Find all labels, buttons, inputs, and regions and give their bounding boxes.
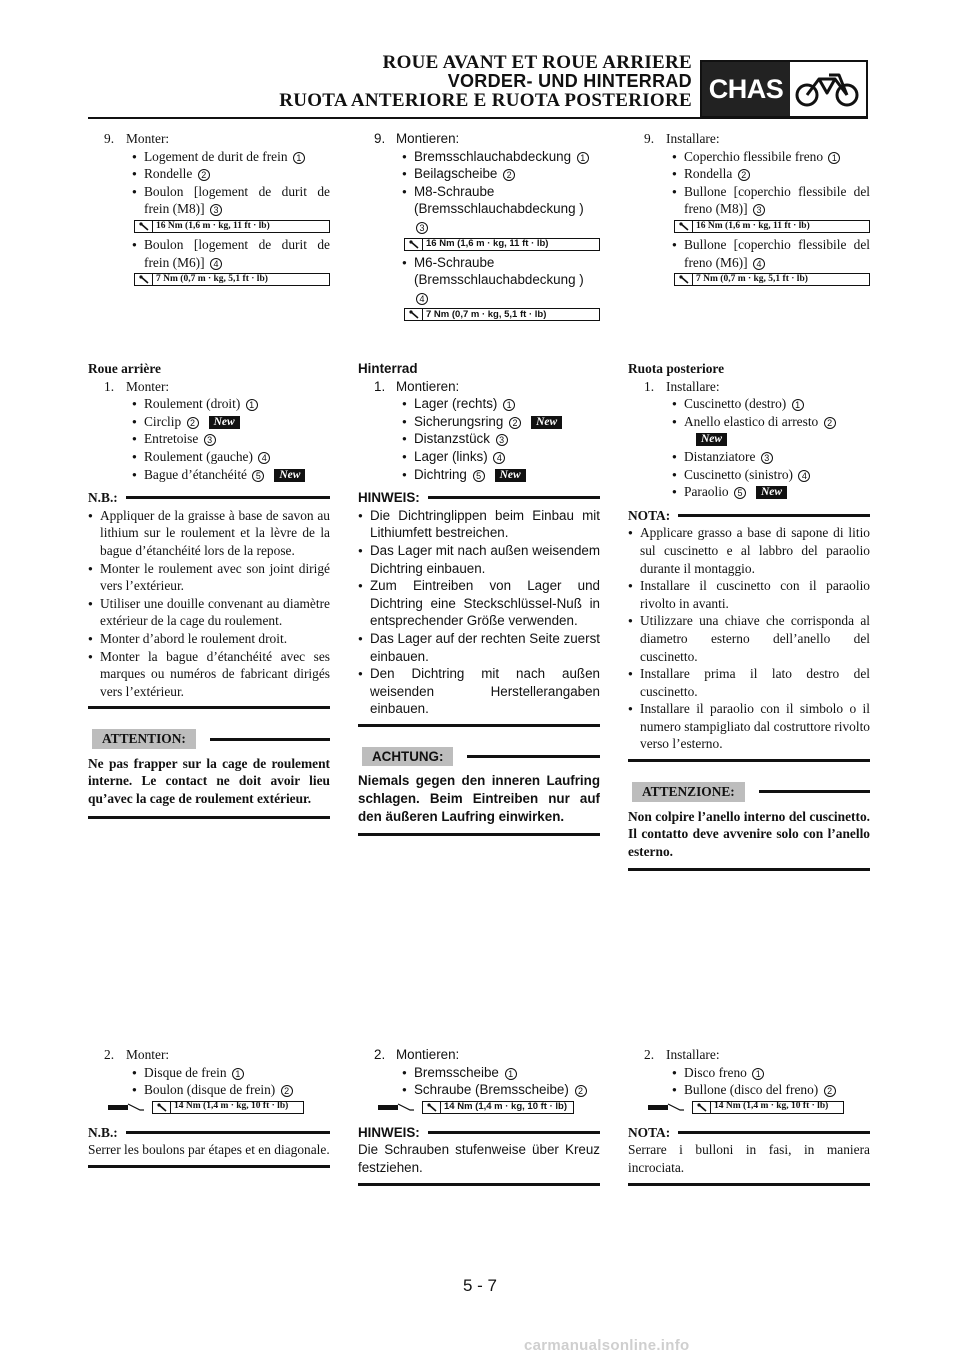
note-item: ● Installare prima il lato destro del cuscinetto. xyxy=(628,665,870,700)
caution-text: Niemals gegen den inneren Laufring schlagen. Beim Eintreiben nur auf den äußeren Laufring einwirken. xyxy=(358,773,600,824)
wrench-icon xyxy=(405,309,423,320)
section-badge xyxy=(700,60,868,118)
list-item: ● Dichtring 5 New xyxy=(358,466,600,484)
torque-spec: 16 Nm (1,6 m · kg, 11 ft · lb) xyxy=(358,238,600,251)
it-rear-wheel: Ruota posteriore 1. Installare: ● Cuscinetto (destro) 1 ● Anello elastico di arresto 2 New ● Distanziatore 3 ● Cuscinetto (sinistro) 4 ● Paraolio 5 New NOTA: ● Applicare grasso a base di sapone di litio sul cuscinetto e al labbro del paraolio durante il montaggio. ● Installare il cuscinetto con il paraolio rivolto in avanti. ● Utilizzare una chiave che corrisponda al diametro esterno dell’anello del cuscinetto. ● Installare prima il lato destro del cuscinetto. ● Installare il paraolio con il simbolo o il numero stampigliato dal costruttore rivolto verso l’esterno. ATTENZIONE: Non colpire l’anello interno del cuscinetto. Il contatto deve avvenire solo con l’anello esterno. xyxy=(628,360,870,871)
wrench-icon xyxy=(153,1102,171,1113)
note-header: NOTA: xyxy=(628,1124,870,1142)
torque-spec: 14 Nm (1,4 m · kg, 10 ft · lb) xyxy=(628,1101,870,1114)
list-item: ● Anello elastico di arresto 2 New xyxy=(628,413,870,448)
caution-header: ACHTUNG: xyxy=(358,747,600,767)
note-item: ● Appliquer de la graisse à base de savon au lithium sur le roulement et la lèvre de la bague d’étanchéité lors de la repose. xyxy=(88,507,330,560)
torque-spec: 7 Nm (0,7 m · kg, 5,1 ft · lb) xyxy=(628,273,870,286)
section-code: CHAS xyxy=(702,62,790,116)
note-item: ● Utilizzare una chiave che corrisponda al diametro esterno dell’anello del cuscinetto. xyxy=(628,612,870,665)
list-item: ● Bullone [coperchio flessibile del freno (M8)] 3 xyxy=(628,183,870,218)
torque-spec: 14 Nm (1,4 m · kg, 10 ft · lb) xyxy=(358,1101,600,1114)
fr-step9 xyxy=(88,130,330,289)
note-item: ● Utiliser une douille convenant au diamètre extérieur de la cage du roulement. xyxy=(88,595,330,630)
list-item: ● Bullone (disco del freno) 2 xyxy=(628,1081,870,1099)
list-item: ● Circlip 2 New xyxy=(88,413,330,431)
note-item: ● Installare il paraolio con il simbolo o il numero stampigliato dal costruttore rivolto verso l’esterno. xyxy=(628,700,870,753)
note-header: N.B.: xyxy=(88,489,330,507)
list-item: ● Beilagscheibe 2 xyxy=(358,165,600,183)
caution-header: ATTENTION: xyxy=(88,729,330,749)
list-item: ● Boulon [logement de durit de frein (M6)] 4 xyxy=(88,236,330,271)
list-item: ● Roulement (gauche) 4 xyxy=(88,448,330,466)
locktite-icon xyxy=(106,1102,146,1113)
list-item: ● Entretoise 3 xyxy=(88,430,330,448)
caution-header: ATTENZIONE: xyxy=(628,782,870,802)
list-item: ● Distanziatore 3 xyxy=(628,448,870,466)
torque-spec: 7 Nm (0,7 m · kg, 5,1 ft · lb) xyxy=(358,308,600,321)
wrench-icon xyxy=(693,1102,711,1113)
torque-spec: 7 Nm (0,7 m · kg, 5,1 ft · lb) xyxy=(88,273,330,286)
header-rule xyxy=(88,117,868,119)
wrench-icon xyxy=(135,274,153,285)
torque-spec: 16 Nm (1,6 m · kg, 11 ft · lb) xyxy=(88,220,330,233)
torque-spec: 16 Nm (1,6 m · kg, 11 ft · lb) xyxy=(628,220,870,233)
de-rear-wheel: Hinterrad 1. Montieren: ● Lager (rechts) 1 ● Sicherungsring 2 New ● Distanzstück 3 ● Lager (links) 4 ● Dichtring 5 New HINWEIS: ● Die Dichtringlippen beim Einbau mit Lithiumfett bestreichen. ● Das Lager mit nach außen weisendem Dichtring einbauen. ● Zum Eintreiben von Lager und Dichtring eine Steckschlüssel-Nuß in entsprechender Größe verwenden. ● Das Lager auf der rechten Seite zuerst einbauen. ● Den Dichtring mit nach außen weisenden Herstellerangaben einbauen. ACHTUNG: Niemals gegen den inneren Laufring schlagen. Beim Eintreiben nur auf den äußeren Laufring einwirken. xyxy=(358,360,600,836)
fr-step2: 2. Monter: ● Disque de frein 1 ● Boulon (disque de frein) 2 14 Nm (1,4 m · kg, 10 ft · lb) N.B.: Serrer les boulons par étapes et en diagonale. xyxy=(88,1046,330,1168)
caution-text: Non colpire l’anello interno del cuscinetto. Il contatto deve avvenire solo con l’anello esterno. xyxy=(628,808,870,859)
list-item: ● Bremsscheibe 1 xyxy=(358,1064,600,1082)
note-header: NOTA: xyxy=(628,507,870,525)
note-text: Serrare i bulloni in fasi, in maniera incrociata. xyxy=(628,1142,870,1175)
list-item: ● Paraolio 5 New xyxy=(628,483,870,501)
note-header: N.B.: xyxy=(88,1124,330,1142)
torque-spec: 14 Nm (1,4 m · kg, 10 ft · lb) xyxy=(88,1101,330,1114)
list-item: ● Lager (rechts) 1 xyxy=(358,395,600,413)
note-item: ● Das Lager auf der rechten Seite zuerst einbauen. xyxy=(358,630,600,665)
fr-rear-wheel: Roue arrière 1. Monter: ● Roulement (droit) 1 ● Circlip 2 New ● Entretoise 3 ● Roulement (gauche) 4 ● Bague d’étanchéité 5 New N.B.: ● Appliquer de la graisse à base de savon au lithium sur le roulement et la lèvre de la bague d’étanchéité lors de la repose. ● Monter le roulement avec son joint dirigé vers l’extérieur. ● Utiliser une douille convenant au diamètre extérieur de la cage du roulement. ● Monter d’abord le roulement droit. ● Monter la bague d’étanchéité avec ses marques ou numéros de fabricant dirigés vers l’extérieur. ATTENTION: Ne pas frapper sur la cage de roulement interne. Le contact ne doit avoir lieu qu’avec la cage de roulement extérieur. xyxy=(88,360,330,819)
list-item: ● Bague d’étanchéité 5 New xyxy=(88,466,330,484)
list-item: ● Disque de frein 1 xyxy=(88,1064,330,1082)
header-title-it: RUOTA ANTERIORE E RUOTA POSTERIORE xyxy=(279,90,692,111)
note-text: Die Schrauben stufenweise über Kreuz festziehen. xyxy=(358,1142,600,1175)
wrench-icon xyxy=(675,221,693,232)
header-title-de: VORDER- UND HINTERRAD xyxy=(447,71,692,91)
note-item: ● Zum Eintreiben von Lager und Dichtring eine Steckschlüssel-Nuß in entsprechender Größe verwenden. xyxy=(358,577,600,630)
list-item: ● M8-Schraube (Bremsschlauchabdeckung ) 3 xyxy=(358,183,600,236)
step-title: Monter: xyxy=(126,131,170,146)
caution-text: Ne pas frapper sur la cage de roulement interne. Le contact ne doit avoir lieu qu’avec la cage de roulement extérieur. xyxy=(88,755,330,807)
de-step9: 9. Montieren: ● Bremsschlauchabdeckung 1 ● Beilagscheibe 2 ● M8-Schraube (Bremsschlauchabdeckung ) 3 16 Nm (1,6 m · kg, 11 ft · lb) ● M6-Schraube (Bremsschlauchabdeckung ) 4 7 Nm (0,7 m · kg, 5,1 ft · lb) xyxy=(358,130,600,324)
new-badge: New xyxy=(531,416,562,429)
new-badge: New xyxy=(495,469,526,482)
note-text: Serrer les boulons par étapes et en diagonale. xyxy=(88,1142,330,1158)
locktite-icon xyxy=(646,1102,686,1113)
new-badge: New xyxy=(209,416,240,429)
list-item: ● Distanzstück 3 xyxy=(358,430,600,448)
step-number: 9. xyxy=(104,131,115,146)
list-item: ● Rondella 2 xyxy=(628,165,870,183)
new-badge: New xyxy=(274,469,305,482)
list-item: ● Bremsschlauchabdeckung 1 xyxy=(358,148,600,166)
list-item: ● Lager (links) 4 xyxy=(358,448,600,466)
list-item: ● Cuscinetto (destro) 1 xyxy=(628,395,870,413)
list-item: ● Coperchio flessibile freno 1 xyxy=(628,148,870,166)
new-badge: New xyxy=(696,433,727,446)
wrench-icon xyxy=(423,1102,441,1113)
list-item: ● Boulon [logement de durit de frein (M8)] 3 xyxy=(88,183,330,218)
list-item: ● Logement de durit de frein 1 xyxy=(88,148,330,166)
list-item: ● Boulon (disque de frein) 2 xyxy=(88,1081,330,1099)
it-step9: 9. Installare: ● Coperchio flessibile freno 1 ● Rondella 2 ● Bullone [coperchio flessibile del freno (M8)] 3 16 Nm (1,6 m · kg, 11 ft · lb) ● Bullone [coperchio flessibile del freno (M6)] 4 7 Nm (0,7 m · kg, 5,1 ft · lb) xyxy=(628,130,870,289)
list-item: ● Roulement (droit) 1 xyxy=(88,395,330,413)
note-item: ● Monter la bague d’étanchéité avec ses marques ou numéros de fabricant dirigés vers l’extérieur. xyxy=(88,648,330,701)
note-item: ● Installare il cuscinetto con il paraolio rivolto in avanti. xyxy=(628,577,870,612)
list-item: ● M6-Schraube (Bremsschlauchabdeckung ) 4 xyxy=(358,254,600,307)
note-header: HINWEIS: xyxy=(358,1124,600,1142)
page-number: 5 - 7 xyxy=(462,1276,498,1295)
wrench-icon xyxy=(405,239,423,250)
list-item: ● Schraube (Bremsscheibe) 2 xyxy=(358,1081,600,1099)
note-item: ● Die Dichtringlippen beim Einbau mit Lithiumfett bestreichen. xyxy=(358,507,600,542)
new-badge: New xyxy=(756,486,787,499)
de-step2: 2. Montieren: ● Bremsscheibe 1 ● Schraube (Bremsscheibe) 2 14 Nm (1,4 m · kg, 10 ft · lb) HINWEIS: Die Schrauben stufenweise über Kreuz festziehen. xyxy=(358,1046,600,1186)
wrench-icon xyxy=(135,221,153,232)
list-item: ● Sicherungsring 2 New xyxy=(358,413,600,431)
header-title-fr: ROUE AVANT ET ROUE ARRIERE xyxy=(382,52,692,73)
wrench-icon xyxy=(675,274,693,285)
note-item: ● Applicare grasso a base di sapone di litio sul cuscinetto e al labbro del paraolio durante il montaggio. xyxy=(628,524,870,577)
note-item: ● Monter d’abord le roulement droit. xyxy=(88,630,330,648)
note-header: HINWEIS: xyxy=(358,489,600,507)
note-item: ● Den Dichtring mit nach außen weisenden Herstellerangaben einbauen. xyxy=(358,665,600,718)
list-item: ● Cuscinetto (sinistro) 4 xyxy=(628,466,870,484)
section-title: Ruota posteriore xyxy=(628,361,725,376)
it-step2: 2. Installare: ● Disco freno 1 ● Bullone (disco del freno) 2 14 Nm (1,4 m · kg, 10 ft · lb) NOTA: Serrare i bulloni in fasi, in maniera incrociata. xyxy=(628,1046,870,1186)
watermark: carmanualsonline.info xyxy=(524,1337,690,1354)
list-item: ● Bullone [coperchio flessibile del freno (M6)] 4 xyxy=(628,236,870,271)
locktite-icon xyxy=(376,1102,416,1113)
list-item: ● Disco freno 1 xyxy=(628,1064,870,1082)
note-item: ● Monter le roulement avec son joint dirigé vers l’extérieur. xyxy=(88,560,330,595)
section-title: Hinterrad xyxy=(358,361,418,376)
section-title: Roue arrière xyxy=(88,361,161,376)
list-item: ● Rondelle 2 xyxy=(88,165,330,183)
note-item: ● Das Lager mit nach außen weisendem Dichtring einbauen. xyxy=(358,542,600,577)
motorcycle-icon xyxy=(790,62,866,116)
